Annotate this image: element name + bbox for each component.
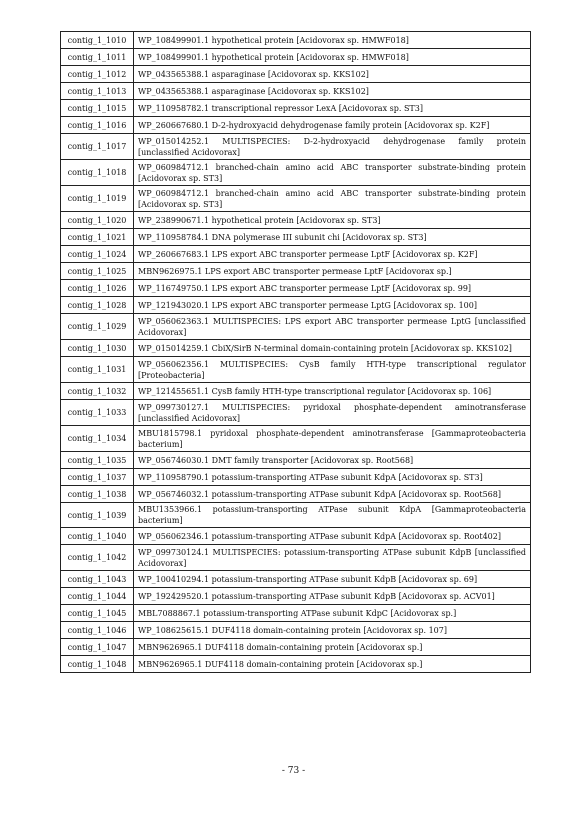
- contig-id-cell: contig_1_1012: [61, 66, 134, 83]
- table-row: [61, 528, 531, 545]
- protein-description-cell: WP_099730124.1 MULTISPECIES: potassium-transporting ATPase subunit KdpB [unclassified Acidovorax]: [134, 545, 531, 571]
- contig-id-cell: contig_1_1031: [61, 357, 134, 383]
- contig-id-cell: contig_1_1028: [61, 297, 134, 314]
- table-row: [61, 605, 531, 622]
- protein-description-cell: WP_110958790.1 potassium-transporting ATPase subunit KdpA [Acidovorax sp. ST3]: [134, 469, 531, 486]
- contig-id-cell: contig_1_1024: [61, 246, 134, 263]
- contig-id-cell: contig_1_1026: [61, 280, 134, 297]
- table-row: [61, 622, 531, 639]
- table-row: [61, 83, 531, 100]
- contig-id-cell: contig_1_1029: [61, 314, 134, 340]
- protein-description-cell: WP_043565388.1 asparaginase [Acidovorax sp. KKS102]: [134, 83, 531, 100]
- table-row: [61, 297, 531, 314]
- contig-id-cell: contig_1_1044: [61, 588, 134, 605]
- protein-description-cell: MBU1353966.1 potassium-transporting ATPase subunit KdpA [Gammaproteobacteria bacterium]: [134, 503, 531, 528]
- table-row: [61, 639, 531, 656]
- contig-id-cell: contig_1_1037: [61, 469, 134, 486]
- protein-description-cell: WP_015014259.1 CbiX/SirB N-terminal domain-containing protein [Acidovorax sp. KKS102]: [134, 340, 531, 357]
- contig-id-cell: contig_1_1021: [61, 229, 134, 246]
- table-row: [61, 246, 531, 263]
- table-row: [61, 452, 531, 469]
- protein-description-cell: WP_056746032.1 potassium-transporting ATPase subunit KdpA [Acidovorax sp. Root568]: [134, 486, 531, 503]
- protein-description-cell: WP_056062356.1 MULTISPECIES: CysB family HTH-type transcriptional regulator [Proteobacteria]: [134, 357, 531, 383]
- table-row: [61, 357, 531, 383]
- table-row: [61, 229, 531, 246]
- contig-id-cell: contig_1_1043: [61, 571, 134, 588]
- table-row: [61, 571, 531, 588]
- contig-id-cell: contig_1_1018: [61, 160, 134, 186]
- table-row: [61, 545, 531, 571]
- protein-description-cell: WP_099730127.1 MULTISPECIES: pyridoxal phosphate-dependent aminotransferase [unclassified Acidovorax]: [134, 400, 531, 426]
- protein-description-cell: MBL7088867.1 potassium-transporting ATPase subunit KdpC [Acidovorax sp.]: [134, 605, 531, 622]
- protein-description-cell: WP_116749750.1 LPS export ABC transporter permease LptF [Acidovorax sp. 99]: [134, 280, 531, 297]
- protein-description-cell: MBN9626965.1 DUF4118 domain-containing protein [Acidovorax sp.]: [134, 656, 531, 673]
- protein-description-cell: WP_192429520.1 potassium-transporting ATPase subunit KdpB [Acidovorax sp. ACV01]: [134, 588, 531, 605]
- table-row: [61, 426, 531, 452]
- protein-description-cell: WP_056062363.1 MULTISPECIES: LPS export ABC transporter permease LptG [unclassified Acidovorax]: [134, 314, 531, 340]
- protein-description-cell: WP_108499901.1 hypothetical protein [Acidovorax sp. HMWF018]: [134, 32, 531, 49]
- contig-id-cell: contig_1_1015: [61, 100, 134, 117]
- protein-description-cell: WP_060984712.1 branched-chain amino acid ABC transporter substrate-binding protein [Acidovorax sp. ST3]: [134, 160, 531, 186]
- contig-id-cell: contig_1_1020: [61, 212, 134, 229]
- protein-description-cell: WP_100410294.1 potassium-transporting ATPase subunit KdpB [Acidovorax sp. 69]: [134, 571, 531, 588]
- table-row: [61, 263, 531, 280]
- table-row: [61, 469, 531, 486]
- protein-description-cell: WP_056746030.1 DMT family transporter [Acidovorax sp. Root568]: [134, 452, 531, 469]
- protein-description-cell: MBU1815798.1 pyridoxal phosphate-dependent aminotransferase [Gammaproteobacteria bacterium]: [134, 426, 531, 452]
- table-row: [61, 383, 531, 400]
- table-row: [61, 400, 531, 426]
- annotation-table: [60, 31, 531, 673]
- contig-id-cell: contig_1_1013: [61, 83, 134, 100]
- table-row: [61, 486, 531, 503]
- table-row: [61, 32, 531, 49]
- protein-description-cell: WP_015014252.1 MULTISPECIES: D-2-hydroxyacid dehydrogenase family protein [unclassified Acidovorax]: [134, 134, 531, 160]
- protein-description-cell: WP_060984712.1 branched-chain amino acid ABC transporter substrate-binding protein [Acidovorax sp. ST3]: [134, 186, 531, 212]
- contig-id-cell: contig_1_1016: [61, 117, 134, 134]
- table-row: [61, 280, 531, 297]
- table-row: [61, 340, 531, 357]
- contig-id-cell: contig_1_1033: [61, 400, 134, 426]
- contig-id-cell: contig_1_1011: [61, 49, 134, 66]
- contig-id-cell: contig_1_1047: [61, 639, 134, 656]
- contig-id-cell: contig_1_1048: [61, 656, 134, 673]
- contig-id-cell: contig_1_1017: [61, 134, 134, 160]
- protein-description-cell: WP_108499901.1 hypothetical protein [Acidovorax sp. HMWF018]: [134, 49, 531, 66]
- contig-id-cell: contig_1_1038: [61, 486, 134, 503]
- protein-description-cell: MBN9626965.1 DUF4118 domain-containing protein [Acidovorax sp.]: [134, 639, 531, 656]
- protein-description-cell: WP_110958782.1 transcriptional repressor LexA [Acidovorax sp. ST3]: [134, 100, 531, 117]
- protein-description-cell: MBN9626975.1 LPS export ABC transporter permease LptF [Acidovorax sp.]: [134, 263, 531, 280]
- table-row: [61, 656, 531, 673]
- contig-id-cell: contig_1_1032: [61, 383, 134, 400]
- contig-id-cell: contig_1_1045: [61, 605, 134, 622]
- table-row: [61, 186, 531, 212]
- table-row: [61, 314, 531, 340]
- contig-id-cell: contig_1_1040: [61, 528, 134, 545]
- contig-id-cell: contig_1_1042: [61, 545, 134, 571]
- contig-id-cell: contig_1_1035: [61, 452, 134, 469]
- table-row: [61, 503, 531, 528]
- contig-id-cell: contig_1_1019: [61, 186, 134, 212]
- contig-id-cell: contig_1_1046: [61, 622, 134, 639]
- protein-description-cell: WP_121455651.1 CysB family HTH-type transcriptional regulator [Acidovorax sp. 106]: [134, 383, 531, 400]
- table-row: [61, 117, 531, 134]
- protein-description-cell: WP_108625615.1 DUF4118 domain-containing protein [Acidovorax sp. 107]: [134, 622, 531, 639]
- annotation-table-body: [61, 32, 531, 673]
- protein-description-cell: WP_043565388.1 asparaginase [Acidovorax sp. KKS102]: [134, 66, 531, 83]
- page-number: - 73 -: [281, 766, 306, 776]
- table-row: [61, 212, 531, 229]
- table-row: [61, 49, 531, 66]
- table-row: [61, 160, 531, 186]
- protein-description-cell: WP_056062346.1 potassium-transporting ATPase subunit KdpA [Acidovorax sp. Root402]: [134, 528, 531, 545]
- contig-id-cell: contig_1_1034: [61, 426, 134, 452]
- contig-id-cell: contig_1_1039: [61, 503, 134, 528]
- protein-description-cell: WP_121943020.1 LPS export ABC transporter permease LptG [Acidovorax sp. 100]: [134, 297, 531, 314]
- table-row: [61, 134, 531, 160]
- protein-description-cell: WP_260667683.1 LPS export ABC transporter permease LptF [Acidovorax sp. K2F]: [134, 246, 531, 263]
- table-row: [61, 100, 531, 117]
- contig-id-cell: contig_1_1025: [61, 263, 134, 280]
- table-row: [61, 66, 531, 83]
- protein-description-cell: WP_110958784.1 DNA polymerase III subunit chi [Acidovorax sp. ST3]: [134, 229, 531, 246]
- protein-description-cell: WP_238990671.1 hypothetical protein [Acidovorax sp. ST3]: [134, 212, 531, 229]
- contig-id-cell: contig_1_1010: [61, 32, 134, 49]
- contig-id-cell: contig_1_1030: [61, 340, 134, 357]
- table-row: [61, 588, 531, 605]
- protein-description-cell: WP_260667680.1 D-2-hydroxyacid dehydrogenase family protein [Acidovorax sp. K2F]: [134, 117, 531, 134]
